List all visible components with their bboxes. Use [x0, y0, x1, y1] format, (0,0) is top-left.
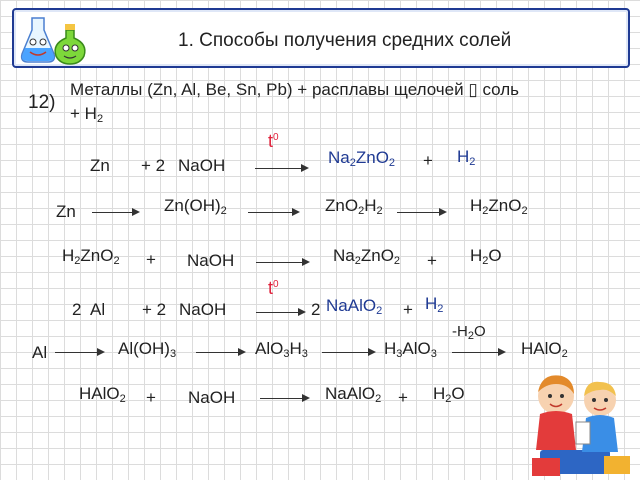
- r4-h-sub: 2: [437, 303, 444, 315]
- r5-minus2: O: [473, 323, 486, 340]
- r1-p-sub1: 2: [349, 157, 356, 169]
- r3-b2: ZnO: [360, 246, 394, 265]
- r6-water: [433, 384, 465, 405]
- heading-tail: соль: [482, 80, 519, 99]
- r3-a: H: [62, 246, 75, 265]
- r6-halo2: [79, 384, 126, 405]
- page-title: 1. Способы получения средних солей: [178, 30, 512, 51]
- r3-c-sub: 2: [482, 255, 489, 267]
- r2-arrow1: [92, 212, 138, 213]
- heading-text: Металлы (Zn, Al, Be, Sn, Pb) + расплавы щелочей: [70, 80, 464, 99]
- r2-a: Zn(OH): [164, 196, 221, 215]
- r4-naalo2: [326, 296, 382, 317]
- r3-b-sub1: 2: [354, 255, 361, 267]
- r3-b: Na: [333, 246, 355, 265]
- r6-c2: O: [451, 384, 465, 403]
- r4-t: t: [268, 278, 274, 298]
- r2-c-sub2: 2: [521, 205, 528, 217]
- r6-a: HAlO: [79, 384, 120, 403]
- r2-zn-oh2: [164, 196, 227, 217]
- r1-t-sup: 0: [273, 132, 279, 143]
- r5-d-sub: 2: [561, 348, 568, 360]
- r5-a-sub: 3: [169, 348, 177, 360]
- r5-a: Al(OH): [118, 339, 170, 358]
- r5-c2: AlO: [402, 339, 431, 358]
- r5-b2: H: [289, 339, 302, 358]
- r1-arrow: [255, 168, 307, 169]
- r2-b2: H: [364, 196, 377, 215]
- r4-plus2: +: [403, 300, 413, 319]
- r2-c: H: [470, 196, 483, 215]
- r3-water: [470, 246, 502, 267]
- r1-hydrogen: [457, 147, 475, 168]
- r4-t-sup: 0: [273, 279, 279, 290]
- r4-naoh: NaOH: [179, 300, 227, 319]
- r4-temperature: [268, 278, 279, 299]
- r5-aloh3: [118, 339, 176, 360]
- r5-al: Al: [32, 343, 48, 362]
- r4-al: Al: [90, 300, 106, 319]
- r1-p-na: Na: [328, 148, 350, 167]
- r6-plus2: +: [398, 388, 408, 407]
- r3-a2: ZnO: [80, 246, 114, 265]
- r1-t: t: [268, 131, 274, 151]
- r5-arrow3: [322, 352, 374, 353]
- r2-c-sub1: 2: [482, 205, 489, 217]
- r5-h3alo3: [384, 339, 437, 360]
- r6-arrow: [260, 398, 308, 399]
- r3-plus: +: [146, 250, 156, 269]
- r1-plus: + 2: [141, 156, 166, 175]
- r3-a-sub1: 2: [74, 255, 81, 267]
- r2-a-sub: 2: [220, 205, 227, 217]
- r5-halo2: [521, 339, 568, 360]
- r1-naoh: NaOH: [178, 156, 226, 175]
- flask-mascot-icon: [18, 10, 92, 66]
- heading-h-sub: 2: [96, 113, 104, 125]
- r1-p-zno: ZnO: [355, 148, 389, 167]
- r4-prod: NaAlO: [326, 296, 377, 315]
- r2-h2zno2: [470, 196, 528, 217]
- r3-b-sub2: 2: [393, 255, 401, 267]
- children-illustration: [512, 362, 638, 478]
- r6-c-sub: 2: [445, 393, 452, 405]
- r5-alo3h3: [255, 339, 308, 360]
- r5-d: HAlO: [521, 339, 562, 358]
- heading-line1: [70, 79, 519, 101]
- r1-p-sub2: 2: [388, 157, 396, 169]
- r5-minus-water: [452, 323, 486, 342]
- r2-b-sub1: 2: [358, 205, 365, 217]
- r3-a-sub2: 2: [113, 255, 120, 267]
- r5-arrow1: [55, 352, 103, 353]
- r4-arrow: [256, 312, 304, 313]
- r6-plus: +: [146, 388, 156, 407]
- r5-c-sub2: 3: [430, 348, 437, 360]
- r2-b: ZnO: [325, 196, 359, 215]
- r4-coef: 2: [72, 300, 82, 319]
- r5-minus-sub: 2: [467, 330, 474, 342]
- r2-zn: Zn: [56, 202, 76, 221]
- item-number: 12): [28, 92, 56, 113]
- r6-a-sub: 2: [119, 393, 126, 405]
- r3-c: H: [470, 246, 483, 265]
- r2-arrow3: [397, 212, 445, 213]
- r3-arrow: [256, 262, 308, 263]
- r5-arrow2: [196, 352, 244, 353]
- heading-h-label: + H: [70, 104, 97, 123]
- r2-arrow2: [248, 212, 298, 213]
- r1-product: [328, 148, 395, 169]
- r5-c-sub1: 3: [396, 348, 403, 360]
- r1-temperature: [268, 131, 279, 152]
- r3-h2zno2: [62, 246, 120, 267]
- r1-h: H: [457, 147, 470, 166]
- r3-naoh: NaOH: [187, 251, 235, 270]
- r3-c2: O: [488, 246, 502, 265]
- r2-b-sub2: 2: [376, 205, 383, 217]
- r1-zn: Zn: [90, 156, 110, 175]
- r4-h: H: [425, 294, 438, 313]
- r4-coef2: 2: [311, 300, 321, 319]
- r5-minus: -H: [452, 323, 468, 340]
- r4-plus: + 2: [142, 300, 167, 319]
- r5-arrow4: [452, 352, 504, 353]
- r6-naoh: NaOH: [188, 388, 236, 407]
- r5-c: H: [384, 339, 397, 358]
- r5-b: AlO: [255, 339, 284, 358]
- r1-h-sub: 2: [469, 156, 476, 168]
- r3-na2zno2: [333, 246, 400, 267]
- r4-prod-sub: 2: [376, 305, 383, 317]
- heading-line2: [70, 103, 103, 130]
- r5-b-sub1: 3: [283, 348, 290, 360]
- arrow-glyph-box: ▯: [468, 80, 478, 99]
- r5-b-sub2: 3: [301, 348, 308, 360]
- r6-b: NaAlO: [325, 384, 376, 403]
- r3-plus2: +: [427, 251, 437, 270]
- r6-naalo2: [325, 384, 381, 405]
- r4-hydrogen: [425, 294, 443, 315]
- r1-plus2: +: [423, 151, 433, 170]
- r2-c2: ZnO: [488, 196, 522, 215]
- r6-c: H: [433, 384, 446, 403]
- r2-zno2h2: [325, 196, 383, 217]
- r6-b-sub: 2: [375, 393, 382, 405]
